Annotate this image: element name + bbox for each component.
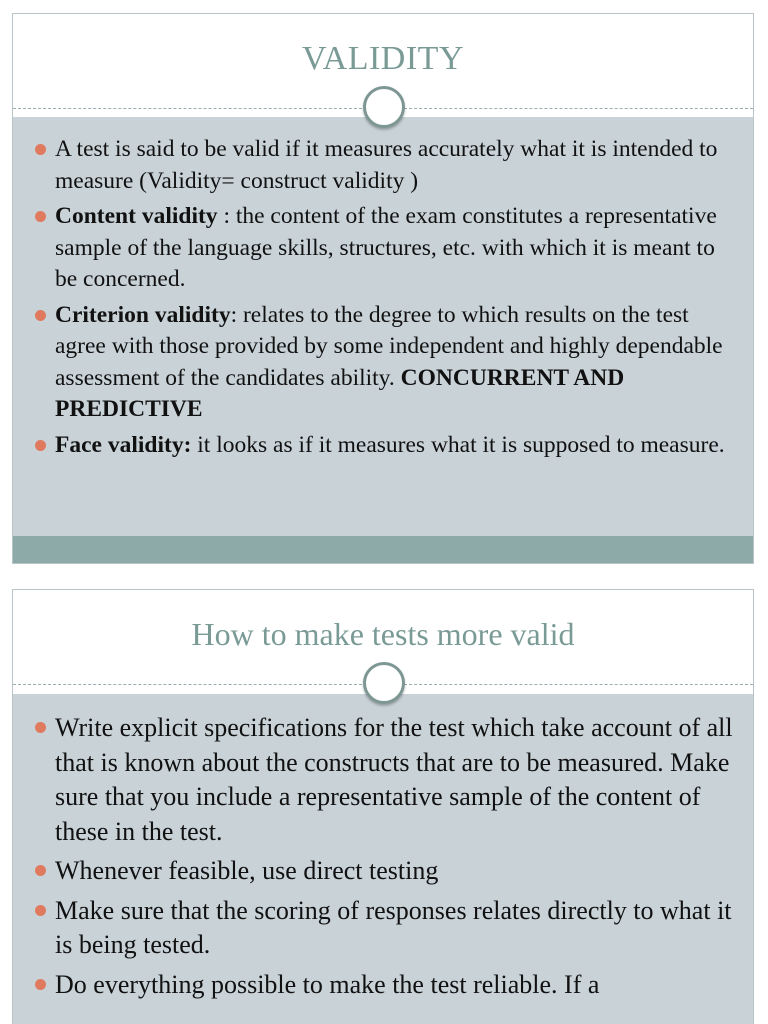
bullet-term: CONCURRENT AND PREDICTIVE	[55, 364, 625, 422]
bullet-dot-icon	[35, 440, 46, 451]
bullet-item	[33, 968, 737, 1003]
bullet-text: Make sure that the scoring of responses relates directly to what it is being tested.	[55, 895, 732, 959]
bullet-text: : the content of the exam constitutes a representative sample of the language skills, structures, etc. with which it is meant to be concerned.	[55, 203, 717, 292]
bullet-item	[33, 711, 737, 849]
bullet-item	[33, 201, 737, 296]
bullet-list	[33, 134, 737, 465]
bullet-text: A test is said to be valid if it measures accurately what it is intended to measure (Validity= construct validity )	[55, 136, 718, 194]
bullet-term: Criterion validity	[55, 301, 231, 328]
slide-how-to-make-tests-more-valid	[12, 589, 754, 1024]
bullet-text: Do everything possible to make the test reliable. If a	[55, 969, 600, 999]
bullet-dot-icon	[35, 211, 46, 222]
bullet-dot-icon	[35, 722, 46, 733]
bullet-dot-icon	[35, 979, 46, 990]
bullet-text: Whenever feasible, use direct testing	[55, 856, 439, 885]
bullet-item	[33, 430, 737, 462]
bullet-item	[33, 894, 737, 963]
footer-band	[13, 536, 753, 563]
bullet-item	[33, 134, 737, 197]
bullet-list	[33, 711, 737, 1007]
bullet-text: Write explicit specifications for the test which take account of all that is known about the constructs that are to be measured. Make sure that you include a representative sample of the content of these in the test.	[55, 713, 733, 846]
bullet-item	[33, 300, 737, 426]
bullet-term: Face validity:	[55, 431, 192, 458]
ring-icon	[363, 86, 405, 128]
slide-title: How to make tests more valid	[191, 616, 575, 652]
bullet-item	[33, 854, 737, 889]
bullet-text: it looks as if it measures what it is supposed to measure.	[191, 431, 725, 458]
ring-icon	[363, 662, 405, 704]
bullet-dot-icon	[35, 310, 46, 321]
bullet-dot-icon	[35, 144, 46, 155]
slide-validity	[12, 13, 754, 564]
bullet-dot-icon	[35, 865, 46, 876]
bullet-text: : relates to the degree to which results on the test agree with those provided by some independent and highly dependable assessment of the candidates ability.	[55, 301, 723, 391]
bullet-term: Content validity	[55, 203, 218, 229]
bullet-dot-icon	[35, 905, 46, 916]
slide-title: VALIDITY	[301, 40, 464, 77]
